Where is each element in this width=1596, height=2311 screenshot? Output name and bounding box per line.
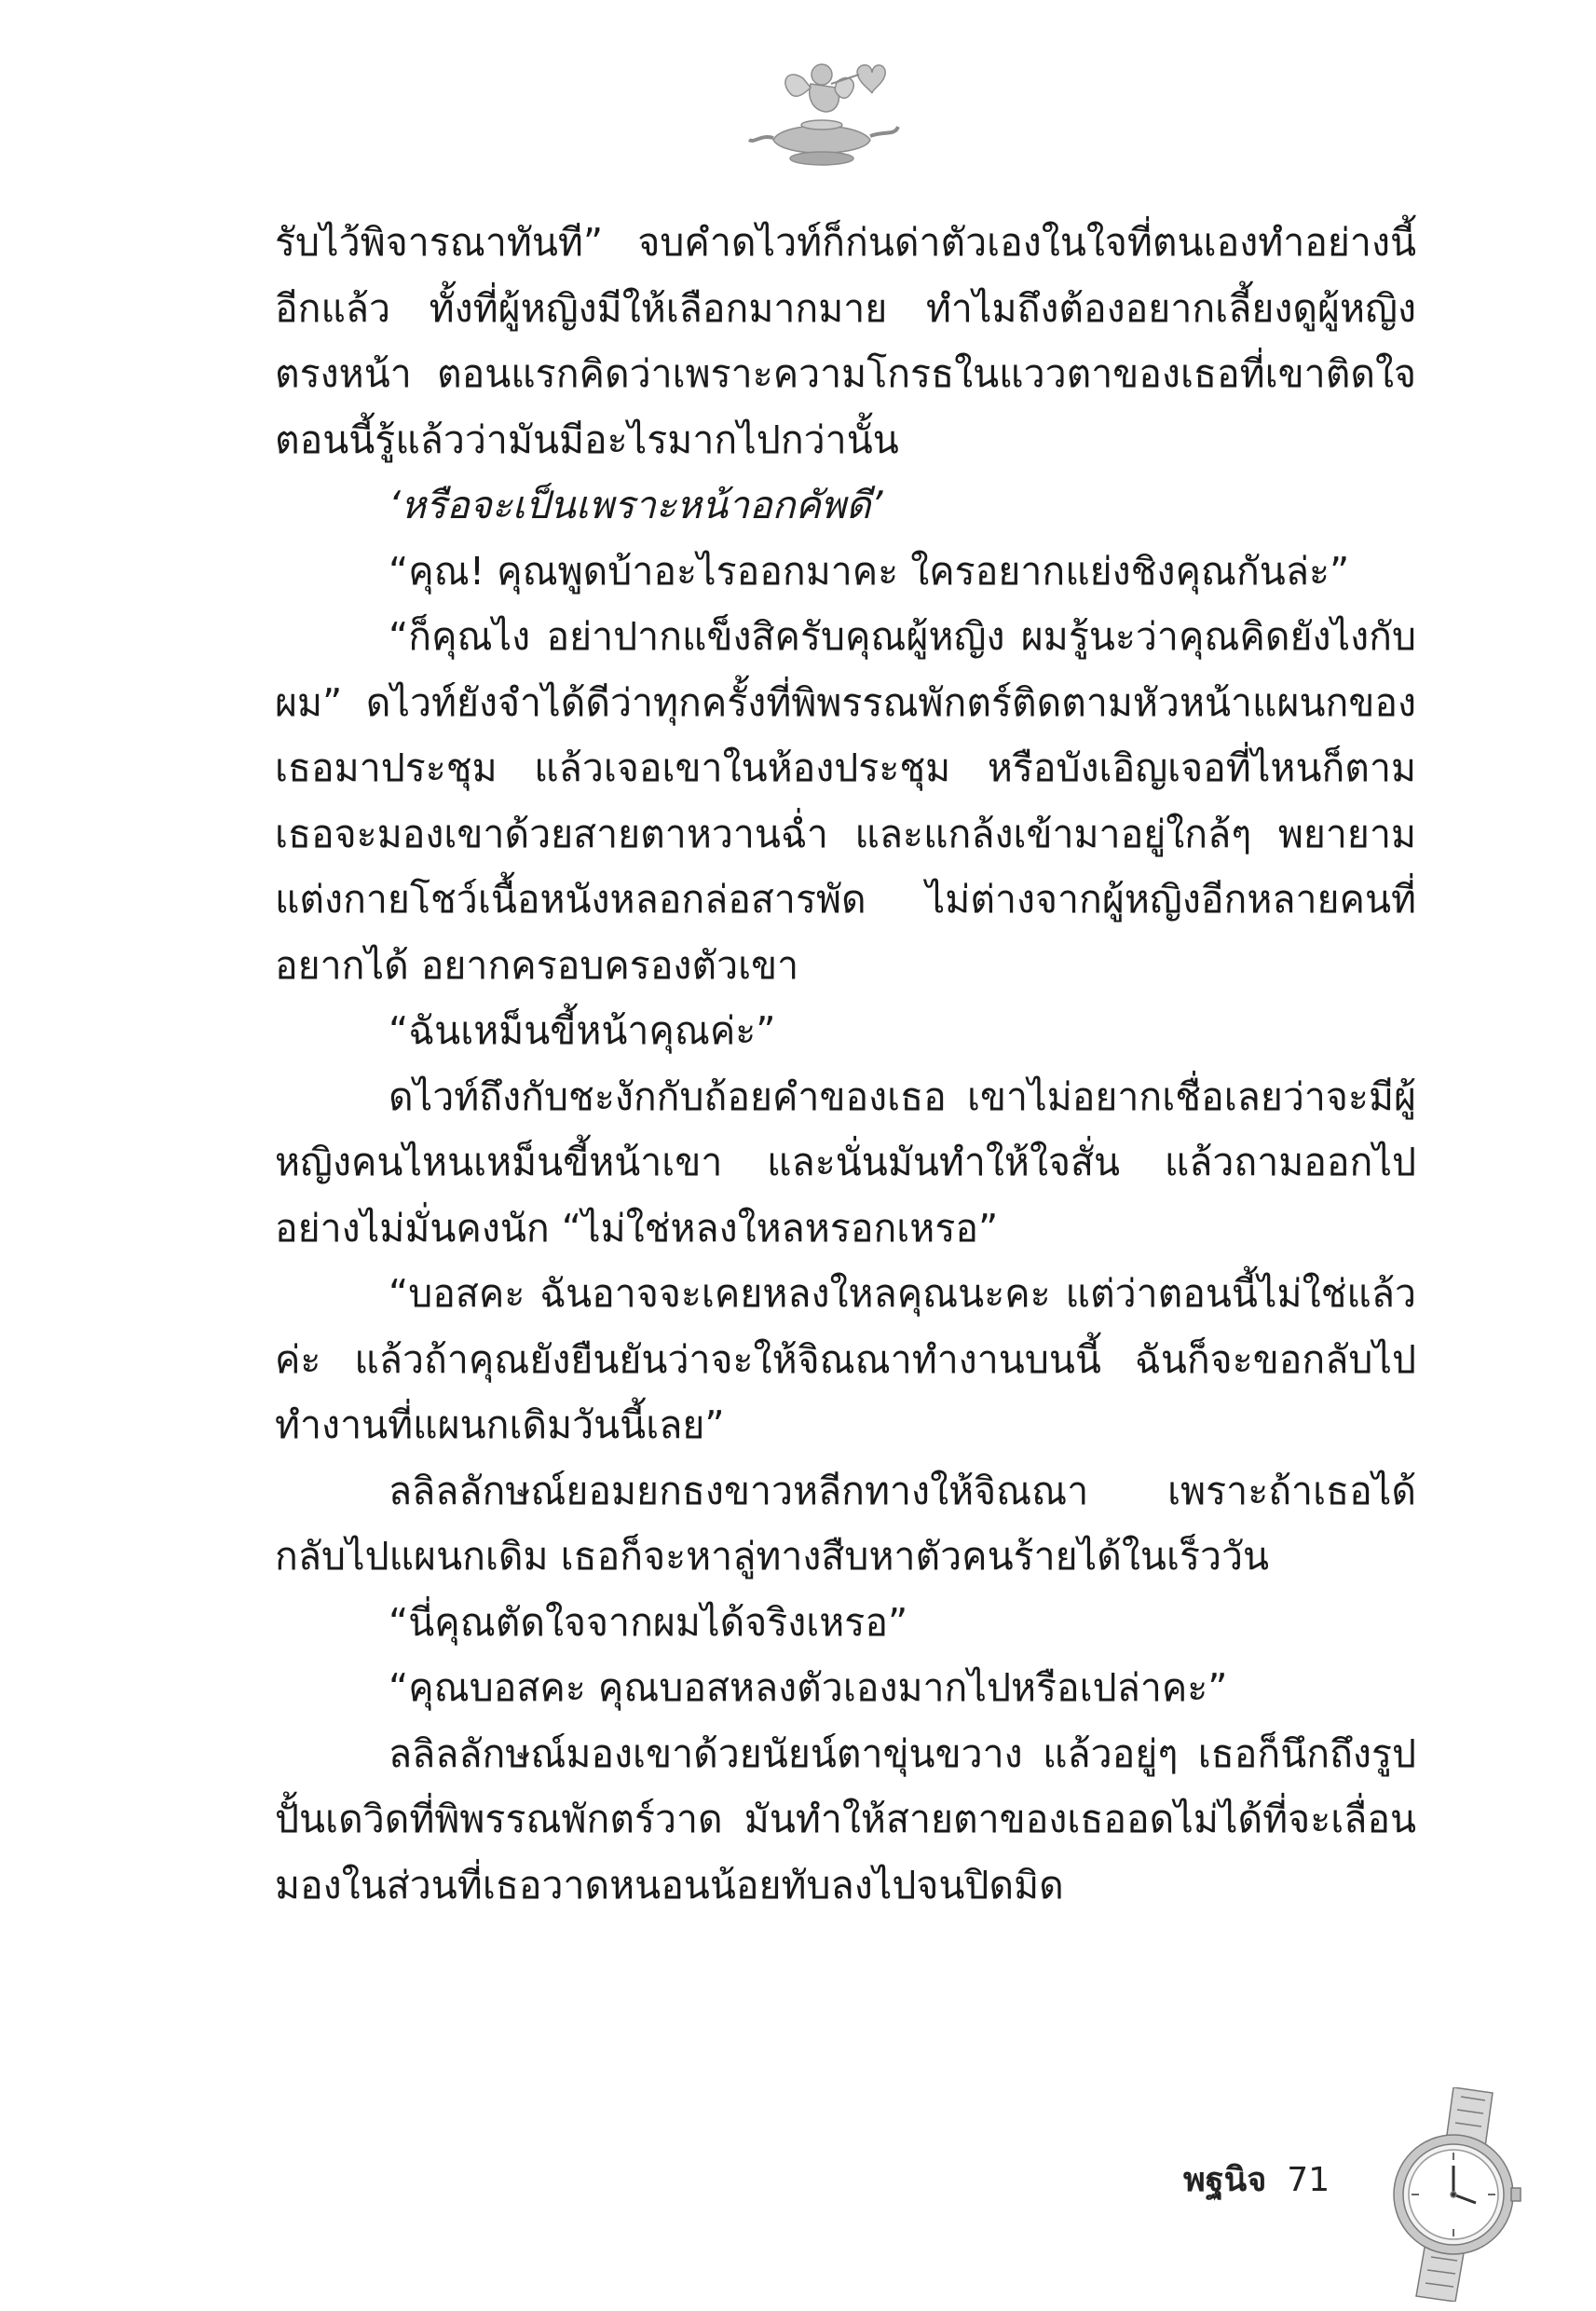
paragraph: รับไว้พิจารณาทันที” จบคำดไวท์ก็ก่นด่าตัวเองในใจที่ตนเองทำอย่างนี้อีกแล้ว ทั้งที่ผู้หญิงมีให้เลือกมากมาย ทำไมถึงต้องอยากเลี้ยงดูผู้หญิงตรงหน้า ตอนแรกคิดว่าเพราะความโกรธในแววตาของเธอที่เขาติดใจ ตอนนี้รู้แล้วว่ามันมีอะไรมากไปกว่านั้น bbox=[275, 220, 1416, 462]
paragraph: “คุณ! คุณพูดบ้าอะไรออกมาคะ ใครอยากแย่งชิงคุณกันล่ะ” bbox=[389, 548, 1350, 594]
paragraph: ดไวท์ถึงกับชะงักกับถ้อยคำของเธอ เขาไม่อยากเชื่อเลยว่าจะมีผู้หญิงคนไหนเหม็นขี้หน้าเขา และนั่นมันทำให้ใจสั่น แล้วถามออกไปอย่างไม่มั่นคงนัก “ไม่ใช่หลงใหลหรอกเหรอ” bbox=[275, 1073, 1416, 1251]
paragraph: “บอสคะ ฉันอาจจะเคยหลงใหลคุณนะคะ แต่ว่าตอนนี้ไม่ใช่แล้วค่ะ แล้วถ้าคุณยังยืนยันว่าจะให้จิณณาทำงานบนนี้ ฉันก็จะขอกลับไปทำงานที่แผนกเดิมวันนี้เลย” bbox=[275, 1271, 1416, 1447]
author-name: พฐนิจ bbox=[1183, 2161, 1267, 2199]
paragraph: “นี่คุณตัดใจจากผมได้จริงเหรอ” bbox=[389, 1599, 908, 1645]
paragraph: “ก็คุณไง อย่าปากแข็งสิครับคุณผู้หญิง ผมรู้นะว่าคุณคิดยังไงกับผม” ดไวท์ยังจำได้ดีว่าทุกครั้งที่พิพรรณพักตร์ติดตามหัวหน้าแผนกของเธอมาประชุม แล้วเจอเขาในห้องประชุม หรือบังเอิญเจอที่ไหนก็ตาม เธอจะมองเขาด้วยสายตาหวานฉ่ำ และแกล้งเข้ามาอยู่ใกล้ๆ พยายามแต่งกายโชว์เนื้อหนังหลอกล่อสารพัด ไม่ต่างจากผู้หญิงอีกหลายคนที่อยากได้ อยากครอบครองตัวเขา bbox=[275, 614, 1416, 988]
wristwatch-icon bbox=[1388, 2087, 1528, 2302]
body-text bbox=[275, 210, 1416, 1918]
paragraph: ลลิลลักษณ์ยอมยกธงขาวหลีกทางให้จิณณา เพราะถ้าเธอได้กลับไปแผนกเดิม เธอก็จะหาลู่ทางสืบหาตัวคนร้ายได้ในเร็ววัน bbox=[275, 1468, 1416, 1579]
paragraph: ลลิลลักษณ์มองเขาด้วยนัยน์ตาขุ่นขวาง แล้วอยู่ๆ เธอก็นึกถึงรูปปั้นเดวิดที่พิพรรณพักตร์วาด มันทำให้สายตาของเธออดไม่ได้ที่จะเลื่อนมองในส่วนที่เธอวาดหนอนน้อยทับลงไปจนปิดมิด bbox=[275, 1730, 1416, 1908]
paragraph: “ฉันเหม็นขี้หน้าคุณค่ะ” bbox=[389, 1008, 776, 1053]
cupid-teapot-ornament-icon bbox=[745, 47, 904, 186]
paragraph: ‘หรือจะเป็นเพราะหน้าอกคัพดี’ bbox=[389, 483, 883, 527]
page-footer bbox=[1183, 2153, 1330, 2206]
page-number: 71 bbox=[1287, 2161, 1330, 2199]
paragraph: “คุณบอสคะ คุณบอสหลงตัวเองมากไปหรือเปล่าคะ” bbox=[389, 1665, 1228, 1710]
